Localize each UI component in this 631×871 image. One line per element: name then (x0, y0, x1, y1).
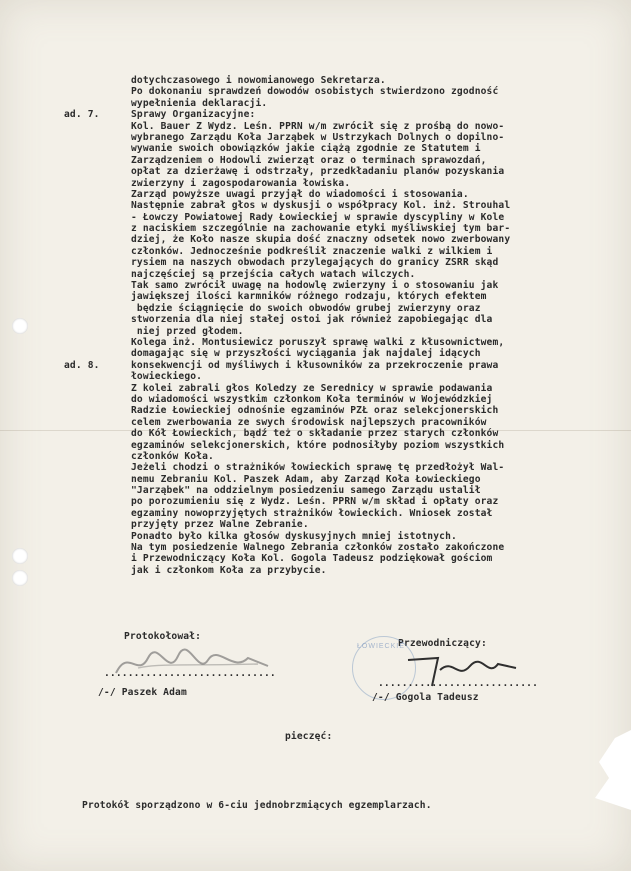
text-line: zwierzyny i zagospodarowania łowiska. (131, 177, 351, 189)
text-line: Radzie Łowieckiej odnośnie egzaminów PZŁ oraz selekcjonerskich (131, 405, 499, 417)
stamp-seal: ŁOWIECKIE (352, 636, 416, 700)
text-line: do Kół Łowieckich, bądź też o składanie przez starych członków (131, 428, 499, 440)
text-line: Tak samo zwrócił uwagę na hodowlę zwierzyny i o stosowaniu jak (131, 280, 499, 292)
text-line: przyjęty przez Walne Zebranie. (131, 519, 309, 531)
text-line: niej przed głodem. (131, 325, 244, 337)
text-line: - Łowczy Powiatowej Rady Łowieckiej w sprawie dyscypliny w Kole (131, 211, 505, 223)
torn-corner (591, 730, 631, 810)
text-line: Kol. Bauer Z Wydz. Leśn. PPRN w/m zwrócił się z prośbą do nowo- (131, 120, 505, 132)
section-marker-ad7: ad. 7. (64, 109, 100, 120)
text-line: jak i członkom Koła za przybycie. (131, 564, 327, 576)
text-line: Po dokonaniu sprawdzeń dowodów osobistych stwierdzono zgodność (131, 86, 499, 98)
punch-hole (12, 570, 28, 586)
text-line: dotychczasowego i nowomianowego Sekretarza. (131, 75, 386, 86)
text-line: najczęściej są przejścia całych watach wilczych. (131, 268, 416, 280)
signature-line-left: ............................. (104, 668, 276, 679)
signer-name-right: /-/ Gogola Tadeusz (372, 692, 479, 703)
text-line: nemu Zebraniu Kol. Paszek Adam, aby Zarząd Koła Łowieckiego (131, 473, 481, 485)
text-line: Kolega inż. Montusiewicz poruszył sprawę walki z kłusownictwem, (131, 336, 505, 348)
text-line: egzaminy nowoprzyjętych strażników łowieckich. Wniosek został (131, 507, 493, 519)
text-line: Jeżeli chodzi o strażników łowieckich sprawę tę przedłożył Wal- (131, 462, 505, 474)
text-line: wybranego Zarządu Koła Jarząbek w Ustrzykach Dolnych o dopilno- (131, 131, 505, 143)
text-line: egzaminów selekcjonerskich, które podnosiłyby poziom wszystkich (131, 439, 505, 451)
text-line: będzie ściągnięcie do swoich obwodów grubej zwierzyny oraz (131, 302, 481, 314)
text-line: "Jarząbek" na oddzielnym posiedzeniu samego Zarządu ustalił (131, 485, 481, 497)
punch-hole (12, 548, 28, 564)
text-line: łowieckiego. (131, 371, 203, 383)
text-line: Następnie zabrał głos w dyskusji o współpracy Kol. inż. Strouhal (131, 200, 511, 212)
text-line: konsekwencji od myśliwych i kłusowników za przekroczenie prawa (131, 359, 499, 371)
punch-hole (12, 318, 28, 334)
text-line: jawiększej ilości karmników różnego rodzaju, których efektem (131, 291, 487, 303)
text-line: Sprawy Organizacyjne: (131, 109, 256, 121)
text-line: celem zwerbowania ze swych środowisk najlepszych pracowników (131, 416, 487, 428)
text-line: członków. Jednocześnie podkreślił znaczenie walki z wilkiem i (131, 245, 493, 257)
text-line: wywanie swoich obowiązków jakie ciążą zgodnie ze Statutem i (131, 143, 481, 155)
text-line: dziej, że Koło nasze skupia dość znaczny odsetek nowo zwerbowany (131, 234, 511, 246)
text-line: stworzenia dla niej stałej ostoi jak również zapobiegając dla (131, 314, 493, 326)
text-line: Ponadto było kilka głosów dyskusyjnych mniej istotnych. (131, 530, 457, 542)
text-line: opłat za dzierżawę i odstrzały, przedkładaniu planów pozyskania (131, 166, 505, 178)
text-line: domagając się w przyszłości wyciągania jak najdalej idących (131, 348, 481, 360)
text-line: Z kolei zabrali głos Koledzy ze Serednicy w sprawie podawania (131, 382, 493, 394)
text-line: Zarządzeniem o Hodowli zwierząt oraz o terminach sprawozdań, (131, 154, 487, 166)
signer-name-left: /-/ Paszek Adam (98, 687, 187, 698)
section-marker-ad8: ad. 8. (64, 360, 100, 371)
protokolowal-label: Protokołował: (124, 631, 202, 642)
text-line: Zarząd powyższe uwagi przyjął do wiadomości i stosowania. (131, 188, 469, 200)
footer-note: Protokół sporządzono w 6-ciu jednobrzmiących egzemplarzach. (82, 800, 432, 811)
text-line: z naciskiem szczególnie na zachowanie etyki myśliwskiej tym bar- (131, 223, 511, 235)
text-line: wypełnienia deklaracji. (131, 97, 268, 109)
text-line: Na tym posiedzenie Walnego Zebrania członków zostało zakończone (131, 542, 505, 554)
text-line: członków Koła. (131, 450, 214, 462)
signature-line-right: ........................... (378, 678, 538, 689)
text-line: po porozumieniu się z Wydz. Leśn. PPRN w/m skład i opłaty oraz (131, 496, 499, 508)
text-line: do wiadomości wszystkim członkom Koła terminów w Wojewódzkiej (131, 393, 493, 405)
text-line: rysiem na naszych obwodach przylegających do granicy ZSRR skąd (131, 257, 499, 269)
seal-label: pieczęć: (285, 731, 333, 742)
protocol-body-text (131, 75, 510, 576)
text-line: i Przewodniczący Koła Kol. Gogola Tadeusz podziękował gościom (131, 553, 493, 565)
przewodniczacy-label: Przewodniczący: (398, 638, 487, 649)
